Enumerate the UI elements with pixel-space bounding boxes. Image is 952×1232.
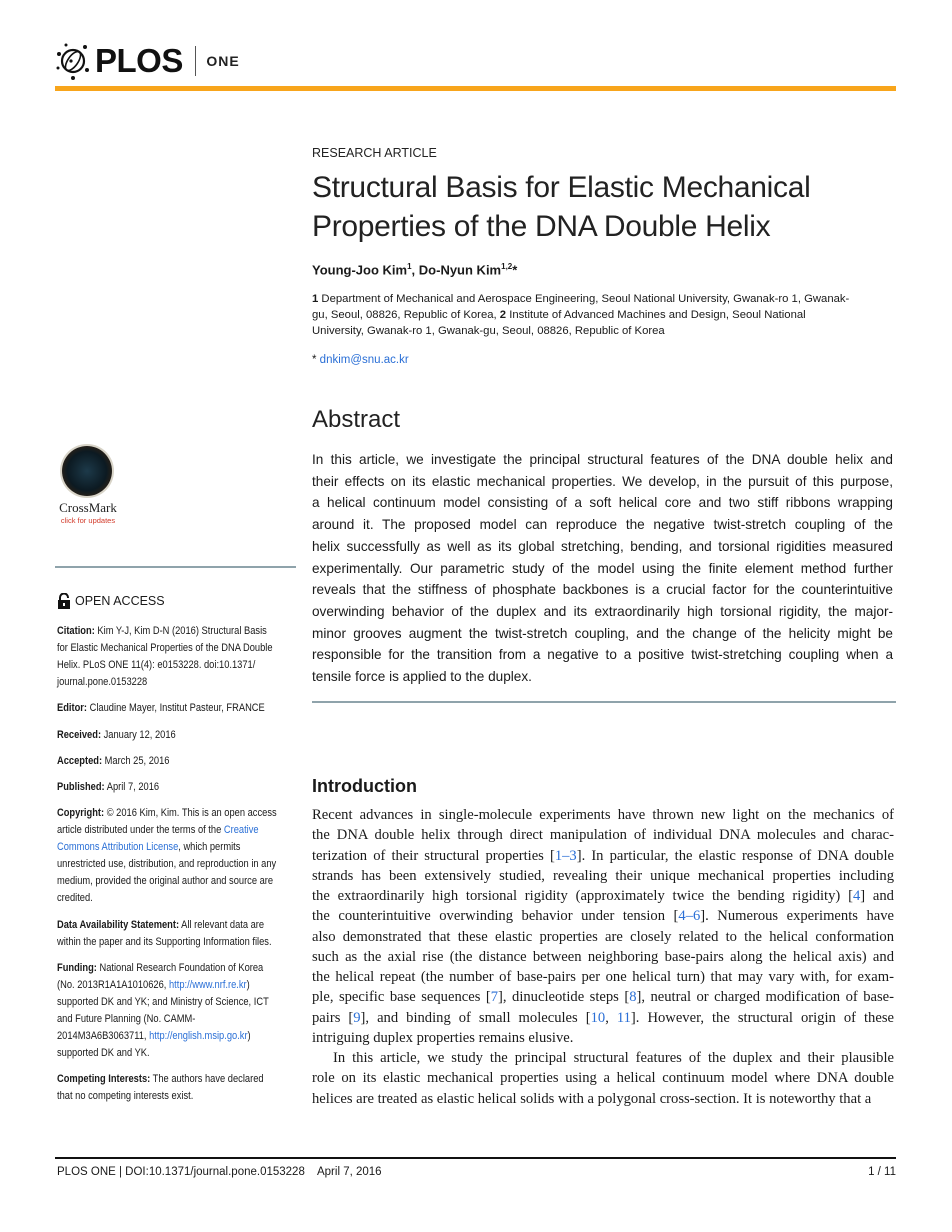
field-label: Accepted: <box>57 754 103 767</box>
text-line <box>57 822 295 839</box>
author-affil-sup: 1,2 <box>501 262 513 271</box>
text-run: and Future Planning (No. CAMM- <box>57 1013 196 1026</box>
text-line <box>312 514 893 536</box>
text-line <box>312 805 894 825</box>
text-line <box>312 307 896 323</box>
abstract-divider <box>312 701 896 703</box>
text-line <box>312 558 893 580</box>
text-line <box>312 623 893 645</box>
metadata-block <box>57 779 295 796</box>
text-run: ]. In particular, the elastic response of DNA double <box>576 847 894 864</box>
text-line <box>312 825 894 845</box>
text-run: gu, Seoul, 08826, Republic of Korea, <box>312 309 500 321</box>
text-line <box>312 644 893 666</box>
article-metadata-sidebar <box>57 623 295 1115</box>
text-run: January 12, 2016 <box>101 728 176 741</box>
metadata-block <box>57 700 295 717</box>
field-label: Data Availability Statement: <box>57 918 180 931</box>
text-line <box>312 536 893 558</box>
text-run: , <box>605 1009 617 1026</box>
field-label: Funding: <box>57 962 97 975</box>
metadata-block <box>57 623 295 691</box>
text-run: (No. 2013R1A1A1010626, <box>57 979 169 992</box>
metadata-block <box>57 917 295 951</box>
text-run: ) <box>247 1030 251 1043</box>
text-line <box>57 640 295 657</box>
text-run: credited. <box>57 892 93 905</box>
text-run: Institute of Advanced Machines and Design, Seoul National <box>506 309 806 321</box>
abstract-heading: Abstract <box>312 406 401 433</box>
text-run: medium, provided the original author and source are <box>57 875 274 888</box>
text-line <box>57 674 295 691</box>
text-line <box>312 1048 894 1068</box>
reference-link[interactable]: 4 <box>852 888 861 904</box>
text-run: minor grooves augment the twist-stretch coupling, and the change of the helicity might be <box>312 625 893 641</box>
text-run: role on its elastic mechanical properties using a helical continuum model where DNA double <box>312 1070 894 1087</box>
text-run: Claudine Mayer, Institut Pasteur, FRANCE <box>87 702 265 715</box>
text-line <box>57 934 295 951</box>
text-run: the DNA double helix through direct manipulation of individual DNA molecules and charac- <box>312 827 894 844</box>
text-line <box>57 623 295 640</box>
text-run: ], and binding of small molecules [ <box>360 1009 591 1026</box>
logo-text: PLOS <box>95 42 183 79</box>
page-number: 1 / 11 <box>868 1166 896 1178</box>
text-run: that no competing interests exist. <box>57 1090 194 1103</box>
sidebar-divider <box>55 566 296 568</box>
text-line <box>57 727 295 744</box>
reference-link[interactable]: http://www.nrf.re.kr <box>168 979 247 992</box>
field-label: Copyright: <box>57 807 105 820</box>
open-access-label: OPEN ACCESS <box>75 594 165 608</box>
email-link[interactable]: dnkim@snu.ac.kr <box>319 354 409 366</box>
metadata-block <box>57 805 295 907</box>
text-line <box>312 1068 894 1088</box>
metadata-block <box>57 753 295 770</box>
text-line <box>57 779 295 796</box>
text-line <box>312 846 894 866</box>
reference-link[interactable]: Commons Attribution License <box>57 841 179 854</box>
text-line <box>312 886 894 906</box>
text-line <box>312 492 893 514</box>
text-line <box>312 906 894 926</box>
text-run: ]. Numerous experiments have <box>700 908 894 925</box>
field-label: Competing Interests: <box>57 1073 151 1086</box>
plos-globe-icon <box>55 42 91 80</box>
text-line <box>57 917 295 934</box>
text-line <box>312 1089 894 1109</box>
reference-link[interactable]: 7 <box>490 989 499 1006</box>
text-line <box>312 947 894 967</box>
text-line <box>57 805 295 822</box>
text-run: Helix. PLoS ONE 11(4): e0153228. doi:10.1371/ <box>57 659 256 671</box>
text-run: helices are treated as elastic helical solids with a polygonal cross-section. It is noteworthy that a <box>312 1090 872 1107</box>
text-run: around it. The proposed model can reproduce the negative twist-stretch coupling of the <box>312 517 893 533</box>
text-line <box>312 987 894 1007</box>
text-run: Department of Mechanical and Aerospace Engineering, Seoul National University, Gwanak-ro 1, Gwanak- <box>318 293 850 305</box>
text-run: such as the axial rise (the distance between neighboring base-pairs along the helical axis) and <box>312 948 894 965</box>
text-line <box>312 449 893 471</box>
text-run: In this article, we study the principal structural features of the duplex and their plausible <box>312 1050 894 1066</box>
text-line <box>312 1028 894 1048</box>
text-line <box>312 967 894 987</box>
text-run: Kim Y-J, Kim D-N (2016) Structural Basis <box>94 625 267 637</box>
affiliations <box>312 291 896 339</box>
text-line <box>312 291 896 307</box>
text-run: 2014M3A6B3063711, <box>57 1030 150 1043</box>
text-run: , which permits <box>178 841 241 854</box>
author-separator: , <box>411 262 419 278</box>
title-line: Properties of the DNA Double Helix <box>312 210 771 243</box>
text-run: ple, specific base sequences [ <box>312 989 491 1006</box>
reference-link[interactable]: Creative <box>223 824 259 837</box>
field-label: Published: <box>57 781 105 794</box>
metadata-block <box>57 727 295 744</box>
author-list <box>312 262 517 277</box>
text-run: within the paper and its Supporting Information files. <box>57 935 272 948</box>
text-run: the helical repeat (the number of base-pairs per one helical turn) that may vary with, for exam- <box>312 969 894 985</box>
crossmark-badge[interactable] <box>57 446 117 525</box>
reference-link[interactable]: 11 <box>616 1009 631 1026</box>
text-run: overwinding behavior of the duplex and its extraordinarily high torsional rigidity, the major- <box>312 603 893 619</box>
text-run: supported DK and YK. <box>57 1047 150 1060</box>
text-line <box>57 1011 295 1028</box>
footer-citation: PLOS ONE | DOI:10.1371/journal.pone.0153228 April 7, 2016 <box>57 1166 382 1178</box>
footer-divider <box>55 1157 896 1159</box>
text-run: University, Gwanak-ro 1, Gwanak-gu, Seoul, 08826, Republic of Korea <box>312 325 665 337</box>
text-line <box>57 856 295 873</box>
field-label: Editor: <box>57 702 88 715</box>
text-line <box>57 890 295 907</box>
text-line <box>312 579 893 601</box>
text-line <box>312 323 896 339</box>
text-run: March 25, 2016 <box>102 754 170 767</box>
text-run: ]. However, the structural origin of these <box>630 1009 894 1026</box>
reference-link[interactable]: 9 <box>353 1009 361 1026</box>
text-line <box>312 601 893 623</box>
text-run: the extraordinarily high torsional rigidity (approximately twice the bending rigidity) [ <box>312 888 853 904</box>
author-affil-sup: 1 <box>407 262 412 271</box>
reference-link[interactable]: http://english.msip.go.kr <box>149 1030 248 1043</box>
crossmark-sub: click for updates <box>60 516 116 525</box>
reference-link[interactable]: 10 <box>590 1009 606 1026</box>
text-run: terization of their structural properties [ <box>312 847 555 864</box>
text-line <box>312 866 894 886</box>
text-line <box>57 960 295 977</box>
text-run: for Elastic Mechanical Properties of the DNA Double <box>57 642 273 654</box>
text-line <box>57 977 295 994</box>
text-line <box>57 753 295 770</box>
text-run: intriguing duplex properties remains elusive. <box>312 1029 574 1046</box>
introduction-body <box>312 805 894 1109</box>
open-lock-icon <box>57 593 71 609</box>
text-run: National Research Foundation of Korea <box>96 962 264 975</box>
crossmark-icon <box>62 446 112 496</box>
text-run: All relevant data are <box>179 918 265 931</box>
article-type: RESEARCH ARTICLE <box>312 146 437 160</box>
corresponding-email <box>312 354 409 366</box>
field-label: 1 <box>312 293 319 305</box>
open-access-badge <box>57 593 165 609</box>
reference-link[interactable]: 8 <box>629 989 637 1006</box>
metadata-block <box>57 1071 295 1105</box>
header-accent-bar <box>55 86 896 91</box>
text-run: ) <box>246 979 250 992</box>
plos-one-logo[interactable] <box>55 40 240 82</box>
text-line <box>57 1028 295 1045</box>
metadata-block <box>57 960 295 1062</box>
field-label: Citation: <box>57 625 95 637</box>
text-run: supported DK and YK; and Ministry of Science, ICT <box>57 996 269 1009</box>
field-label: Received: <box>57 728 102 741</box>
field-label: 2 <box>499 309 507 321</box>
reference-link[interactable]: 4–6 <box>678 908 701 925</box>
text-run: unrestricted use, distribution, and reproduction in any <box>57 858 277 871</box>
text-line <box>57 700 295 717</box>
corresponding-star: * <box>512 262 518 278</box>
text-line <box>57 994 295 1011</box>
text-line <box>312 471 893 493</box>
logo-journal: ONE <box>206 53 240 69</box>
text-run: the counterintuitive overwinding behavior under tension [ <box>312 908 679 925</box>
abstract-body <box>312 449 893 688</box>
text-run: experimentally. Our parametric study of the model using the finite element method further <box>312 560 893 576</box>
text-run: Recent advances in single-molecule experiments have thrown new light on the mechanics of <box>312 807 894 823</box>
introduction-heading: Introduction <box>312 776 417 796</box>
author[interactable]: Do-Nyun Kim <box>418 262 502 278</box>
text-line <box>57 657 295 674</box>
crossmark-label: CrossMark <box>59 500 117 515</box>
text-run: strands has been extensively studied, revealing their unique mechanical properties including <box>312 867 894 884</box>
text-run: also demonstrated that these elastic properties are closely related to the helical conformation <box>312 928 894 945</box>
text-run: © 2016 Kim, Kim. This is an open access <box>104 807 277 820</box>
text-line <box>312 666 893 688</box>
text-run: journal.pone.0153228 <box>57 676 148 688</box>
text-line <box>57 1071 295 1088</box>
text-run: ] and <box>860 888 894 904</box>
text-run: helix successfully as well as its global stretching, bending, and torsional rigidities measured <box>312 538 893 554</box>
email-star: * <box>312 354 320 366</box>
text-line <box>57 873 295 890</box>
text-run: April 7, 2016 <box>104 781 160 794</box>
text-run: The authors have declared <box>150 1073 264 1086</box>
text-run: pairs [ <box>312 1009 354 1026</box>
text-line <box>57 839 295 856</box>
text-run: their effects on its elastic mechanical properties. We develop, in the pursuit of this purpose, <box>312 473 893 489</box>
text-line <box>57 1045 295 1062</box>
text-run: tensile force is applied to the duplex. <box>312 669 532 685</box>
text-run: a helical continuum model consisting of a soft helical core and two stiff ribbons wrapping <box>312 495 893 511</box>
author[interactable]: Young-Joo Kim <box>312 262 408 278</box>
text-run: reveals that the stiffness of phosphate backbones is a crucial factor for the counterintuitive <box>312 582 893 598</box>
text-line <box>312 927 894 947</box>
logo-divider <box>195 46 197 76</box>
text-run: ], neutral or charged modification of base- <box>636 989 895 1006</box>
article-title <box>312 168 811 246</box>
text-line <box>312 1008 894 1028</box>
text-run: article distributed under the terms of the <box>57 824 224 837</box>
text-run: ], dinucleotide steps [ <box>498 989 630 1006</box>
title-line: Structural Basis for Elastic Mechanical <box>312 171 811 204</box>
text-run: In this article, we investigate the principal structural features of the DNA double helix and <box>312 452 893 467</box>
text-run: responsible for the transition from a negative to a positive twist-stretching coupling when a <box>312 647 893 663</box>
reference-link[interactable]: 1–3 <box>554 847 577 864</box>
text-line <box>57 1088 295 1105</box>
